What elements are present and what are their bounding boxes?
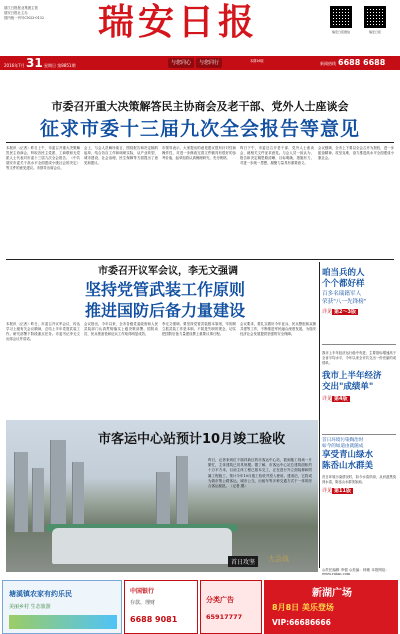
divider: [322, 344, 396, 345]
story2-column: 本报讯（记者）昨日，市委召开议军会议，传达学习上级有关会议精神，总结上半年党管武装工作，研究部署下阶段重点任务。市委书记李无文出席会议并讲话。: [6, 322, 80, 341]
photo-building: [50, 440, 66, 532]
masthead-note: 瑞安日报社主办: [4, 11, 28, 16]
ad-strip: [0, 580, 400, 634]
ad-phone: VIP:66686666: [272, 618, 331, 627]
story1-column: 会议强调，全市上下要以全会召开为契机，进一步振奋精神、攻坚克难，奋力推进高水平全面建成小康社会。: [318, 146, 394, 160]
hotline-number: 6688 6688: [338, 58, 386, 67]
ad-subtitle: 美丽乡村 生态旅游: [9, 604, 51, 610]
teaser-text: 我市上半年经济运行稳中有进，主要指标增速高于全省平均水平，今年以来全市共交出一份亮丽的成绩单。: [322, 351, 396, 365]
photo-tag: 首日攻坚: [228, 556, 258, 567]
ref-page: 第2～3版: [334, 309, 356, 315]
ad-title: 中国银行: [130, 588, 155, 595]
story2-column: 李无文强调，要坚持党管武装根本原则，牢固树立抓武装工作是本职、不抓是失职的观念，切实把国防后备力量建设摆上重要议事日程。: [162, 322, 236, 336]
slogan-badge: 与您同行: [196, 58, 222, 68]
photo-building: [32, 468, 44, 532]
ad-phone: 6688 9081: [130, 615, 178, 624]
photo-building: [176, 456, 188, 532]
ref-page: 第11版: [334, 487, 351, 494]
story1-kicker: 市委召开重大决策解答民主协商会及老干部、党外人士座谈会: [51, 100, 349, 113]
newspaper-title: 瑞安日报: [98, 1, 259, 43]
photo-building: [72, 462, 84, 532]
page-reference: [322, 308, 396, 315]
ad-tangxi[interactable]: [2, 580, 122, 634]
photo-station: [52, 528, 232, 564]
news-hotline: [320, 56, 385, 70]
masthead-notes: [4, 6, 84, 22]
qr-code-label: 瑞安日报微信: [331, 30, 350, 34]
masthead-note: 浙江日报报业集团主管: [4, 6, 38, 10]
ad-phone: 65917777: [206, 613, 243, 621]
ref-prefix: 详见: [322, 396, 333, 403]
teaser-text: 首日环境污染情况时，如今水清岸绿，从河道黑臭到水清，陈岙山水群美如画。: [322, 475, 396, 484]
issue-info: 本期16版: [250, 59, 264, 63]
photo-building: [156, 472, 170, 532]
date-month: 2016年7月: [4, 63, 25, 68]
photo-story-headline[interactable]: 市客运中心站预计10月竣工验收: [98, 432, 286, 447]
teaser-title: 咱当兵的人: [322, 268, 365, 278]
ad-title: 分类广告: [206, 596, 234, 604]
qr-code-icon: [364, 6, 386, 28]
teaser-soldiers[interactable]: [322, 268, 396, 315]
ref-prefix: 详见: [322, 309, 333, 315]
photo-story-body: 昨日，记者来到位于瑞祥新区的市客运中心站，看到施工现场一片繁忙，主体建筑已初具规模。据了解，市客运中心站总建筑面积约十万平方米，目前主体工程已基本完工，正在进行外立面装修和附属工程施工，预计今年10月竣工验收并投入使用。建成后，它将成为我市集公路客运、城市公交、出租车等多种交通方式于一体的综合客运枢纽。: [208, 458, 312, 489]
photo-credit: （记者 摄）: [229, 484, 248, 489]
masthead: [0, 0, 400, 70]
ad-bank[interactable]: [124, 580, 198, 634]
divider: [322, 434, 396, 435]
masthead-note: 国内统一刊号CN33-0132: [4, 16, 44, 21]
date-day: 31: [26, 56, 43, 70]
date-suffix: 星期日 第8851期: [44, 63, 76, 68]
story2-kicker: 市委召开议军会议，李无文强调: [98, 266, 238, 277]
editor-credits: ◎责任编辑 李强 ◎美编：林敏 本报网址：www.ruian.com: [322, 568, 390, 576]
divider: [6, 259, 394, 260]
ad-title: 新湖广场: [312, 588, 352, 599]
ref-page: 第4版: [334, 396, 348, 403]
qr-code-label: 瑞安日报: [368, 30, 381, 34]
teaser-subtitle: 荣获"八一先锋榜": [322, 299, 367, 305]
teaser-title: 陈岙山水群美: [322, 461, 374, 471]
hotline-label: 新闻热线: [320, 61, 336, 66]
story2-column: 会议指出，今年以来，全市各级党委政府和人民武装部门认真贯彻落实上级决策部署，国防动员、民兵预备役和征兵工作取得明显成效。: [84, 322, 158, 336]
ref-prefix: 详见: [322, 487, 333, 494]
column-divider: [319, 262, 320, 568]
teaser-subtitle: 首日环境污染陶治时: [322, 438, 364, 443]
sidebar-teasers: [322, 262, 396, 564]
ad-xinhu-plaza[interactable]: [264, 580, 398, 634]
ad-landscape-image: [9, 615, 117, 629]
masthead-bar: [0, 56, 400, 70]
teaser-title: 我市上半年经济: [322, 371, 382, 382]
teaser-subtitle: 百多名瑞籍军人: [322, 291, 362, 297]
story2-column: 会议要求，要扎实做好今年征兵、民兵整组和双拥共建等工作，不断推进军民融合深度发展，为瑞安经济社会发展提供坚强的安全保障。: [240, 322, 316, 336]
teaser-title: 享受青山绿水: [322, 450, 374, 460]
ad-classified[interactable]: [200, 580, 262, 634]
photo-building: [14, 452, 28, 532]
photo-story-text: [208, 458, 312, 489]
qr-code-icon: [330, 6, 352, 28]
story1-column: 市领导表示，大家提出的意见建议很有针对性和操作性，对进一步修改完善文件稿具有很好的参考价值，起草组将认真梳理研究、充分吸纳。: [162, 146, 236, 160]
story1-column: 本报讯（记者）昨日上午，市委召开重大决策解答民主协商会，听取各民主党派、工商联和无党派人士代表对市委十三届九次全会报告、《中共瑞安市委关于高水平全面建成小康社会的决定》等文件的意见建议。市领导出席会议。: [6, 146, 80, 170]
page-reference: [322, 395, 396, 402]
teaser-title: 交出"成绩单": [322, 382, 374, 393]
story1-headline[interactable]: 征求市委十三届九次全会报告等意见: [39, 118, 360, 140]
ad-line: 存款、理财: [130, 600, 156, 606]
story2-headline-line1[interactable]: 坚持党管武装工作原则: [84, 280, 245, 299]
story1-column: 会上，与会人员畅所欲言，围绕报告和决定稿的起草，结合各自工作和调研实际，从产业转型、城市建设、社会治理、民生保障等方面提出了意见和建议。: [84, 146, 158, 165]
story1-column: 昨日下午，市委还召开老干部、党外人士座谈会，就相关文件征求意见。与会人员一致认为，报告和决定稿思路清晰、目标明确、措施有力，对进一步统一思想、凝聚力量具有重要意义。: [240, 146, 314, 165]
teaser-environment[interactable]: [322, 438, 396, 494]
teaser-subtitle: 如今的如道由就随成: [322, 444, 364, 449]
story2-headline-line2[interactable]: 推进国防后备力量建设: [84, 301, 245, 320]
teaser-economy[interactable]: [322, 348, 396, 402]
teaser-title: 个个都好样: [322, 279, 365, 289]
slogan-badge: 与您同心: [168, 58, 194, 68]
page-reference: [322, 487, 396, 494]
divider: [6, 142, 394, 143]
photo-tag-script: 大会战: [268, 555, 289, 563]
ad-date: 8月8日 美乐登场: [272, 603, 334, 612]
bus-station-photo[interactable]: [6, 420, 318, 572]
ad-title: 塘溪镇农家有约乐民: [9, 590, 72, 598]
issue-date: [4, 56, 75, 70]
